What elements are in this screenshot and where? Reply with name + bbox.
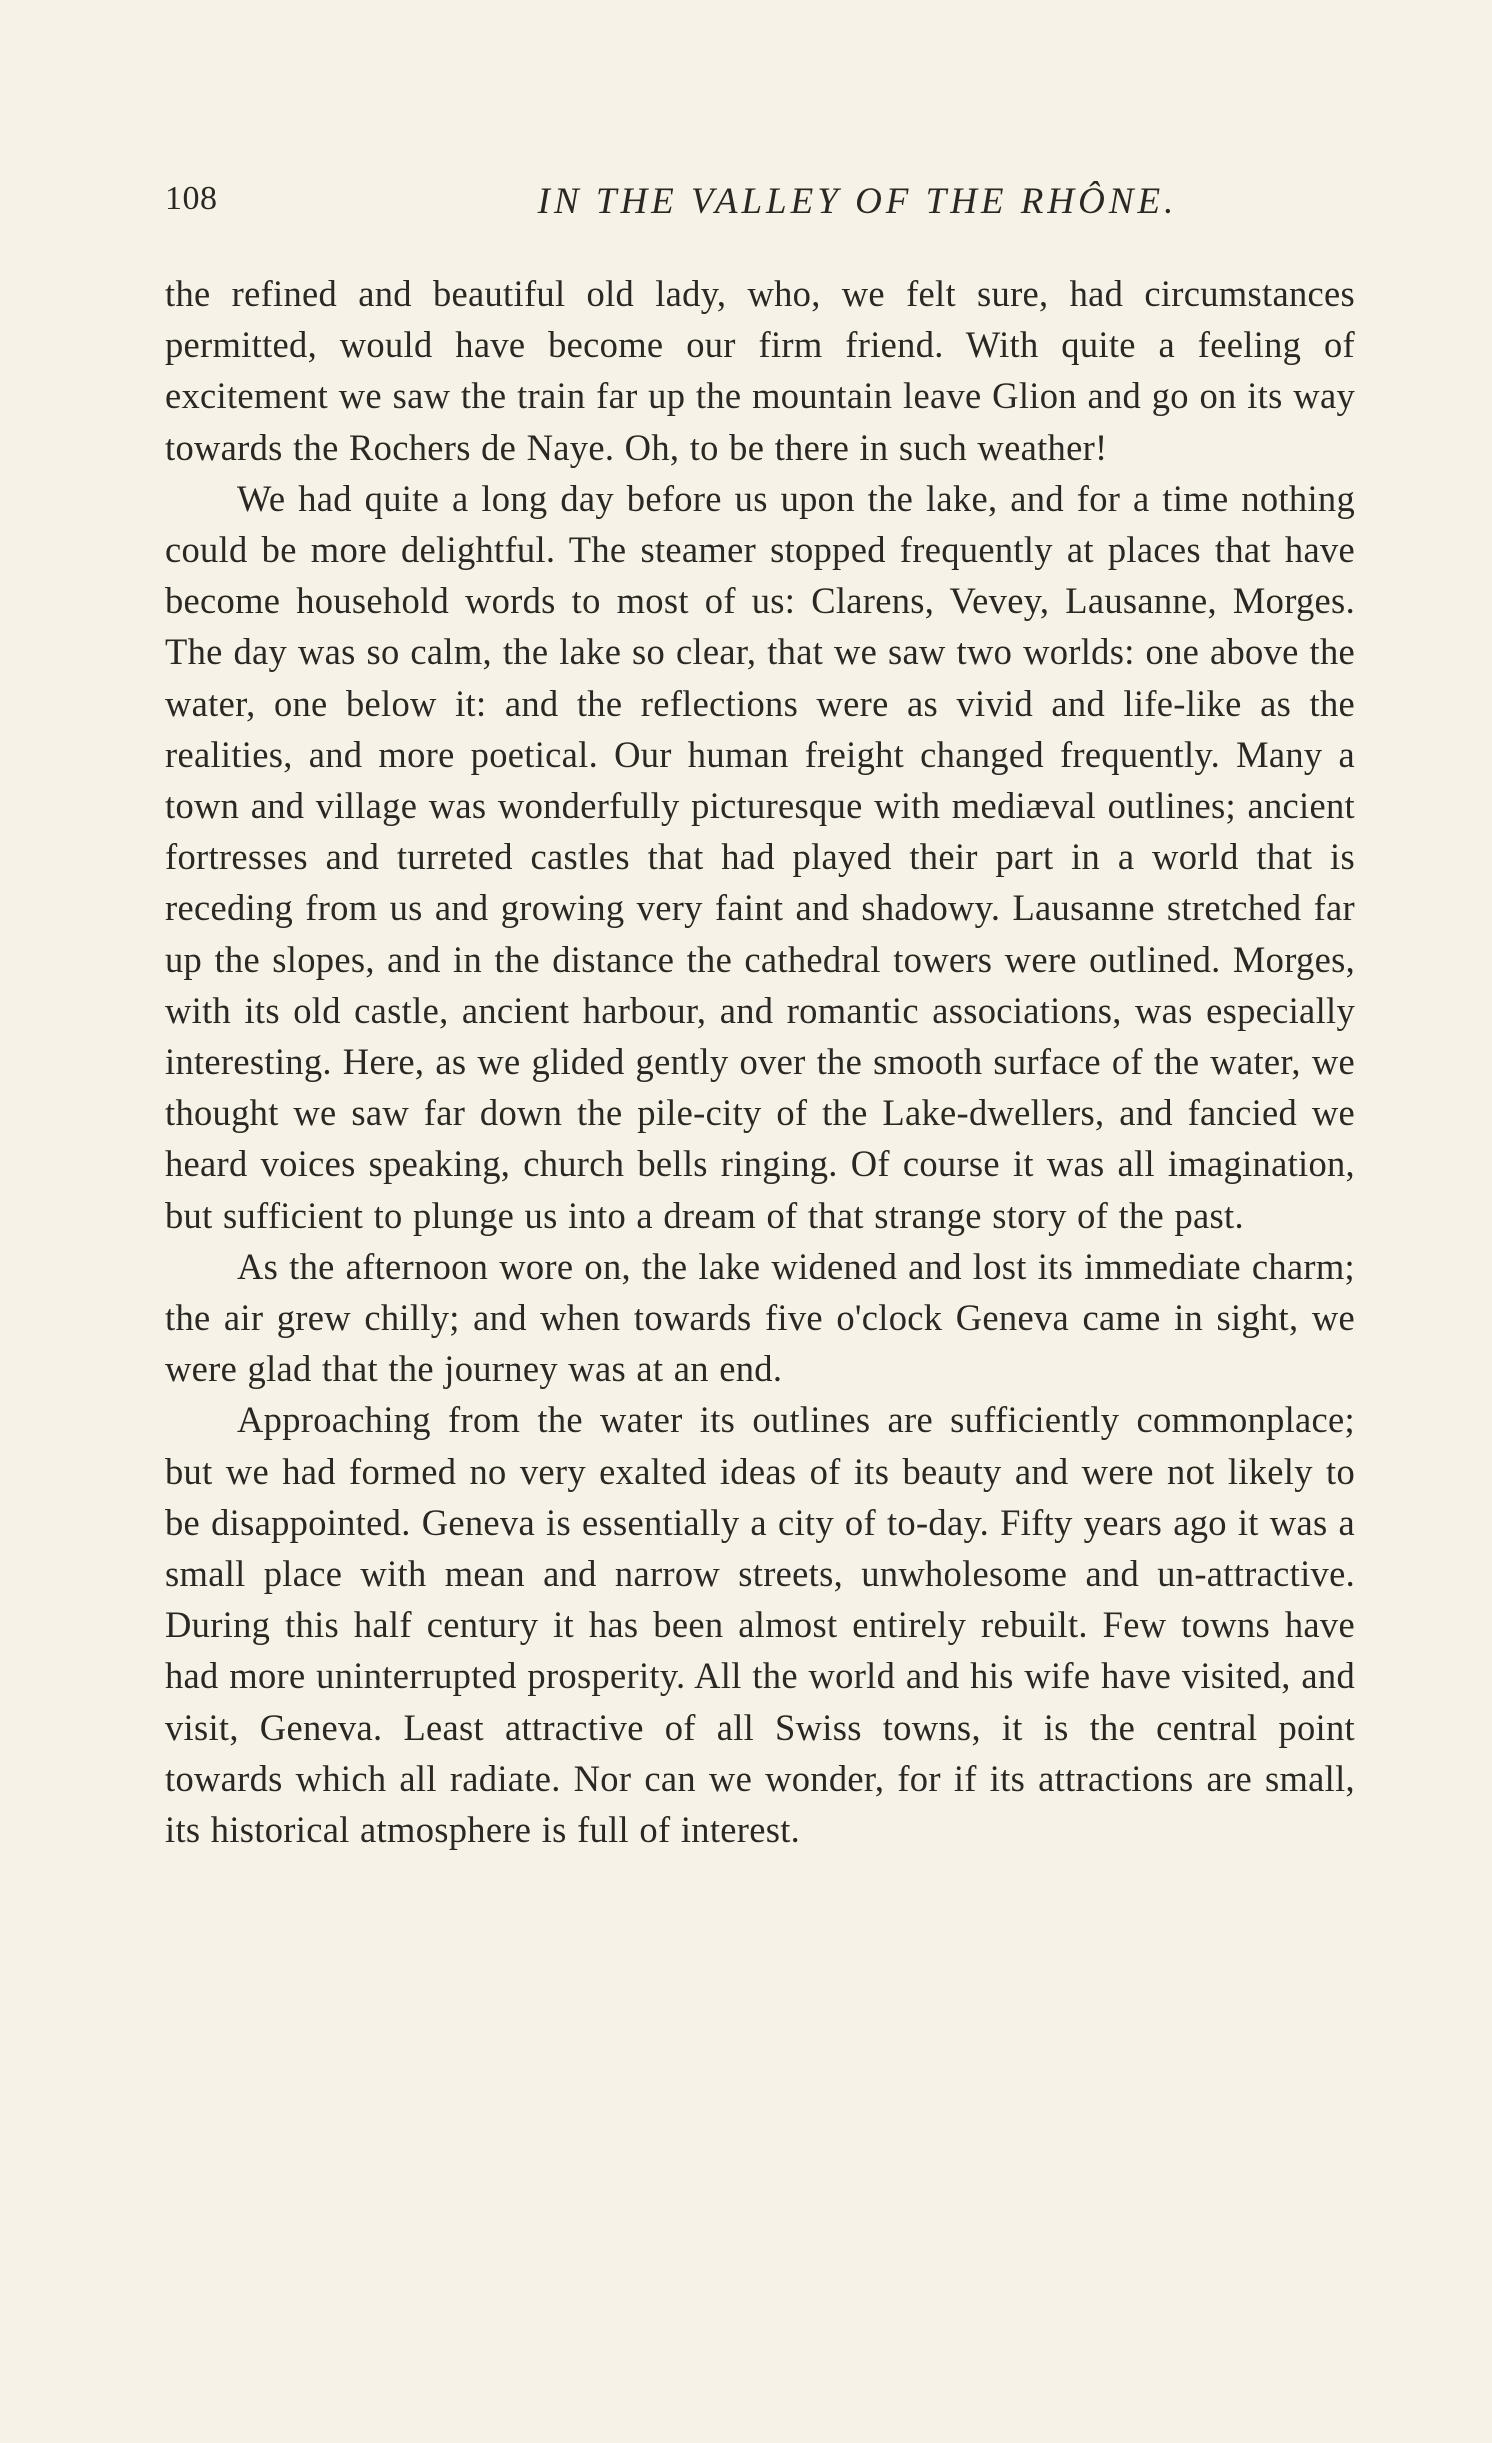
page-number: 108 xyxy=(165,180,218,217)
paragraph-afternoon: As the afternoon wore on, the lake widened and lost its immediate charm; the air grew chilly; and when towards five o'clock Geneva came in sight, we were glad that the journey was at an end. xyxy=(165,1245,1355,1390)
paragraph-continued: the refined and beautiful old lady, who, we felt sure, had circumstances permitted, would have become our firm friend. With quite a feeling of excitement we saw the train far up the mountain leave Glion and go on its way towards the Rochers de Naye. Oh, to be there in such weather! xyxy=(165,273,1355,468)
body-text xyxy=(165,268,1355,1855)
running-title: IN THE VALLEY OF THE RHÔNE. xyxy=(537,181,1178,222)
paragraph-lake-journey: We had quite a long day before us upon the lake, and for a time nothing could be more delightful. The steamer stopped frequently at places that have become household words to most of us: Clarens, Vevey, Lausanne, Morges. The day was so calm, the lake so clear, that we saw two worlds: one above the water, one below it: and the reflections were as vivid and life-like as the realities, and more poetical. Our human freight changed frequently. Many a town and village was wonderfully picturesque with mediæval outlines; ancient fortresses and turreted castles that had played their part in a world that is receding from us and growing very faint and shadowy. Lausanne stretched far up the slopes, and in the distance the cathedral towers were outlined. Morges, with its old castle, ancient harbour, and romantic associations, was especially interesting. Here, as we glided gently over the smooth surface of the water, we thought we saw far down the pile-city of the Lake-dwellers, and fancied we heard voices speaking, church bells ringing. Of course it was all imagination, but sufficient to plunge us into a dream of that strange story of the past. xyxy=(165,477,1355,1236)
running-head xyxy=(165,180,1360,230)
paragraph-geneva: Approaching from the water its outlines are sufficiently commonplace; but we had formed no very exalted ideas of its beauty and were not likely to be disappointed. Geneva is essentially a city of to-day. Fifty years ago it was a small place with mean and narrow streets, unwholesome and un-attractive. During this half century it has been almost entirely rebuilt. Few towns have had more uninterrupted prosperity. All the world and his wife have visited, and visit, Geneva. Least attractive of all Swiss towns, it is the central point towards which all radiate. Nor can we wonder, for if its attractions are small, its historical atmosphere is full of interest. xyxy=(165,1399,1355,1851)
